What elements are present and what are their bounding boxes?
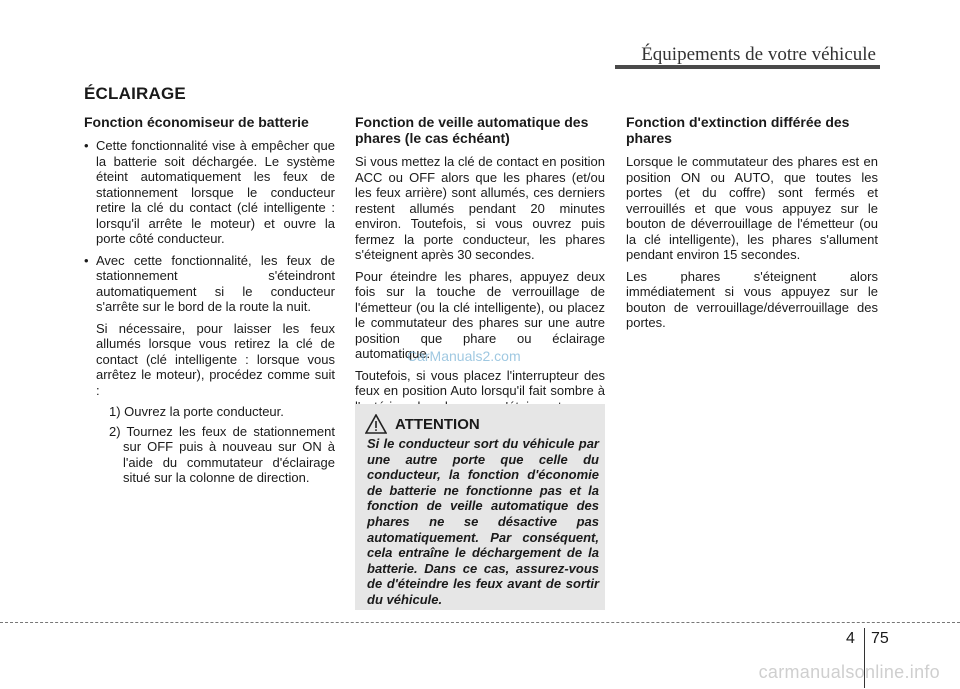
section-title: ÉCLAIRAGE <box>84 84 186 103</box>
delayed-off-paragraph-2: Les phares s'éteignent alors immédiatement si vous appuyez sur le bouton de verrouillage/déverrouillage des portes. <box>626 268 878 330</box>
column-battery-saver <box>84 114 335 490</box>
footer-rule <box>0 622 960 623</box>
delayed-off-paragraph-1: Lorsque le commutateur des phares est en position ON ou AUTO, que toutes les portes (et du coffre) sont fermés et verrouillés et que vous appuyez sur le bouton de déverrouillage de l'émetteur (ou la clé intelligente), les phares s'allument pendant environ 15 secondes. <box>626 154 878 262</box>
auto-standby-paragraph-2: Pour éteindre les phares, appuyez deux fois sur la touche de verrouillage de l'émetteur (ou la clé intelligente), ou placez le commutateur des phares sur une autre position que phare ou éclairage automatique. <box>355 268 605 361</box>
watermark-overlay: CarManuals2.com <box>407 348 521 364</box>
page-number: 75 <box>871 630 889 647</box>
attention-body: Si le conducteur sort du véhicule par une autre porte que celle du conducteur, la fonction d'économie de batterie ne fonctionne pas et la fonction de veille automatique des phares ne se désactive pas automatiquement. Par conséquent, cela entraîne le déchargement de la batterie. Dans ce cas, assurez-vous de d'éteindre les feux avant de sortir du véhicule. <box>367 436 599 607</box>
battery-saver-list <box>84 138 335 315</box>
battery-saver-note: Si nécessaire, pour laisser les feux allumés lorsque vous retirez la clé de contact (clé intelligente : lorsque vous arrêtez le moteur), procédez comme suit : <box>96 320 335 398</box>
step-2: 2) Tournez les feux de stationnement sur OFF puis à nouveau sur ON à l'aide du commutateur d'éclairage situé sur la colonne de direction. <box>109 423 335 485</box>
attention-header <box>365 414 480 434</box>
list-item-text: Cette fonctionnalité vise à empêcher que la batterie soit déchargée. Le système éteint automatiquement les feux de stationnement lorsque le conducteur retire la clé du contact (clé intelligente : lorsqu'il arrête le moteur) et ouvre la porte côté conducteur. <box>96 138 335 246</box>
chapter-number: 4 <box>846 630 855 647</box>
column-auto-headlight-standby <box>355 114 605 420</box>
delayed-off-heading: Fonction d'extinction différée des phares <box>626 114 850 146</box>
list-item <box>84 138 335 247</box>
auto-standby-paragraph-3: Toutefois, si vous placez l'interrupteur des feux en position Auto lorsqu'il fait sombre à <box>355 367 605 398</box>
list-item-text: Avec cette fonctionnalité, les feux de stationnement s'éteindront automatiquement si le conducteur s'arrête sur le bord de la route la nuit. <box>96 252 335 314</box>
bullet-mark: • <box>84 138 89 153</box>
attention-box <box>355 404 605 610</box>
attention-title: ATTENTION <box>395 415 480 433</box>
auto-standby-paragraph-1: Si vous mettez la clé de contact en position ACC ou OFF alors que les phares (et/ou les feux arrière) sont allumés, ces derniers restent allumés pendant 20 minutes environ. Toutefois, si vous ouvrez puis fermez la porte conducteur, les phares s'éteignent après 30 secondes. <box>355 154 605 262</box>
list-item <box>84 253 335 315</box>
step-1: 1) Ouvrez la porte conducteur. <box>109 404 284 419</box>
battery-saver-heading: Fonction économiseur de batterie <box>84 114 309 130</box>
header-title: Équipements de votre véhicule <box>641 44 876 65</box>
column-delayed-headlight-off <box>626 114 878 337</box>
bullet-mark: • <box>84 252 89 268</box>
header-rule <box>615 65 880 69</box>
footer-watermark: carmanualsonline.info <box>758 662 940 682</box>
auto-standby-heading: Fonction de veille automatique des phares (le cas échéant) <box>355 114 589 146</box>
warning-triangle-icon <box>365 414 387 434</box>
